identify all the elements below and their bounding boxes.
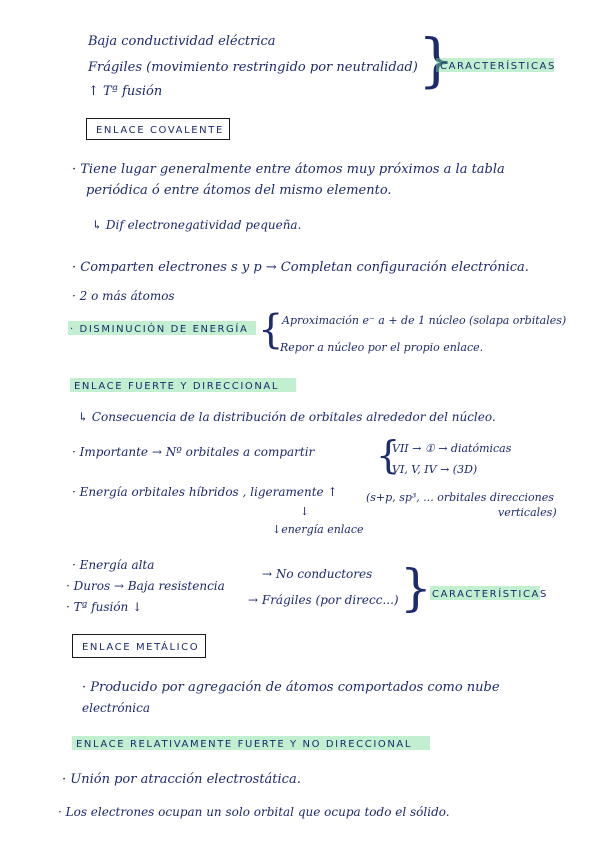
covalent-atoms: · 2 o más átomos bbox=[72, 289, 175, 303]
covalent-p1-line1: · Tiene lugar generalmente entre átomos muy próximos a la tabla bbox=[72, 162, 505, 177]
covalent-p1-line2: periódica ó entre átomos del mismo elemento. bbox=[86, 183, 392, 198]
strong-hybrid-paren-b: verticales) bbox=[498, 506, 557, 519]
strong-important: · Importante → Nº orbitales a compartir bbox=[72, 445, 315, 459]
ionic-characteristics-label: CARACTERÍSTICAS bbox=[440, 61, 556, 72]
cov-prop-nonconductor: → No conductores bbox=[262, 567, 373, 581]
brace-icon: { bbox=[258, 307, 284, 353]
metallic-single-orbital: · Los electrones ocupan un solo orbital que ocupa todo el sólido. bbox=[58, 805, 450, 819]
metallic-electrostatic: · Unión por atracción electrostática. bbox=[62, 772, 301, 787]
brace-icon: } bbox=[400, 559, 432, 617]
covalent-electronegativity: ↳ Dif electronegatividad pequeña. bbox=[92, 218, 302, 232]
metallic-title: ENLACE METÁLICO bbox=[82, 642, 200, 653]
cov-prop-hard: · Duros → Baja resistencia bbox=[66, 579, 225, 593]
cov-prop-fusion: · Tª fusión ↓ bbox=[66, 600, 143, 614]
ionic-prop-fragile: Frágiles (movimiento restringido por neutralidad) bbox=[88, 60, 418, 75]
ionic-prop-fusion: ↑ Tª fusión bbox=[88, 84, 163, 99]
cov-prop-energy: · Energía alta bbox=[72, 558, 155, 572]
cov-characteristics-label: CARACTERÍSTICAS bbox=[432, 589, 548, 600]
covalent-title: ENLACE COVALENTE bbox=[96, 125, 224, 136]
cov-prop-fragile: → Frágiles (por direcc...) bbox=[248, 593, 399, 607]
brace-icon: { bbox=[376, 433, 401, 477]
strong-consequence: ↳ Consecuencia de la distribución de orbitales alrededor del núcleo. bbox=[78, 410, 496, 424]
energy-decrease-label: · DISMINUCIÓN DE ENERGÍA bbox=[70, 324, 249, 335]
strong-directional-title: ENLACE FUERTE Y DIRECCIONAL bbox=[74, 381, 280, 392]
strong-hybrid-paren-a: (s+p, sp³, ... orbitales direcciones bbox=[366, 491, 554, 504]
metallic-p1-line2: electrónica bbox=[82, 701, 150, 715]
strong-arrow-down-icon: ↓ bbox=[300, 505, 310, 518]
energy-approximation: Aproximación e⁻ a + de 1 núcleo (solapa orbitales) bbox=[282, 314, 567, 327]
strong-hybrid-energy: · Energía orbitales híbridos , ligeramente ↑ bbox=[72, 485, 338, 499]
strong-diatomic: VII → ① → diatómicas bbox=[392, 442, 512, 455]
brace-icon: } bbox=[418, 26, 455, 94]
metallic-subtitle: ENLACE RELATIVAMENTE FUERTE Y NO DIRECCIONAL bbox=[76, 739, 413, 750]
ionic-prop-conductivity: Baja conductividad eléctrica bbox=[88, 34, 276, 49]
metallic-p1-line1: · Producido por agregación de átomos comportados como nube bbox=[82, 680, 500, 695]
strong-3d: VI, V, IV → (3D) bbox=[392, 463, 478, 476]
strong-bond-energy: ↓energía enlace bbox=[272, 523, 364, 536]
energy-repulsion: Repor a núcleo por el propio enlace. bbox=[280, 341, 484, 354]
covalent-share-electrons: · Comparten electrones s y p → Completan configuración electrónica. bbox=[72, 260, 529, 275]
